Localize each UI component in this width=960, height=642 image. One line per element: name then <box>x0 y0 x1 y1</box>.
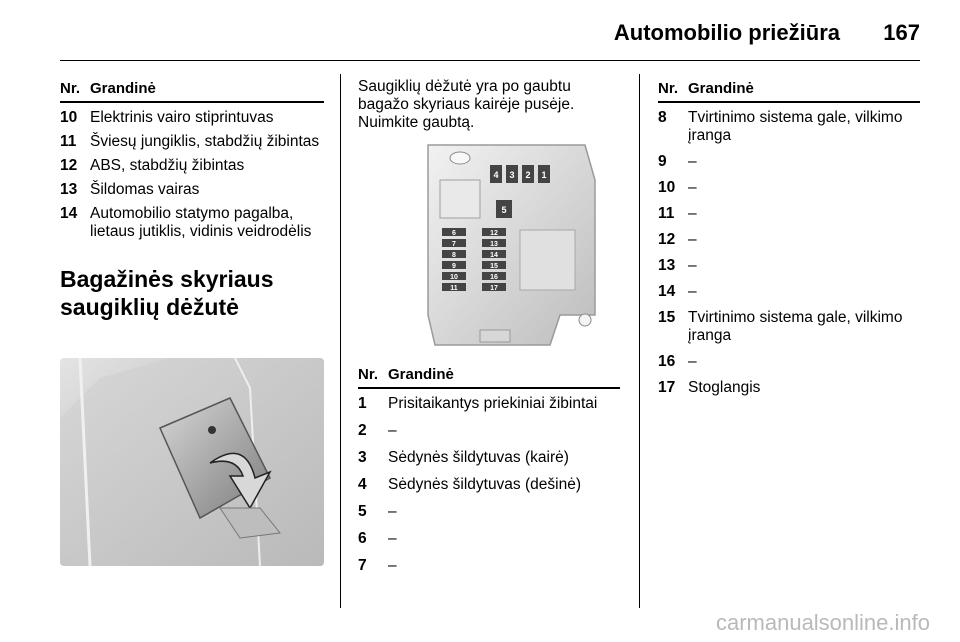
fuse-label: 16 <box>490 274 498 281</box>
page-number: 167 <box>883 20 920 45</box>
table-row <box>658 231 920 249</box>
column-divider-1 <box>340 74 341 608</box>
right-table-header <box>658 80 920 103</box>
table-row <box>658 179 920 197</box>
section-title: Bagažinės skyriaus saugiklių dėžutė <box>60 266 274 320</box>
fuse-label: 15 <box>490 263 498 270</box>
page-header-title: Automobilio priežiūra <box>613 20 840 45</box>
table-row <box>658 309 920 345</box>
header-nr: Nr. <box>358 366 379 383</box>
row-text: – <box>688 283 697 300</box>
table-row <box>358 503 620 521</box>
table-row <box>658 257 920 275</box>
row-text: Prisitaikantys priekiniai žibintai <box>388 395 598 412</box>
row-text: – <box>388 422 397 439</box>
table-row <box>60 181 324 199</box>
table-row <box>658 205 920 223</box>
row-nr: 11 <box>60 133 77 150</box>
row-nr: 5 <box>358 503 367 520</box>
fuse-label: 10 <box>450 274 458 281</box>
column-divider-2 <box>639 74 640 608</box>
row-nr: 7 <box>358 557 367 574</box>
row-text: – <box>688 179 697 196</box>
row-nr: 1 <box>358 395 367 412</box>
row-nr: 12 <box>60 157 78 174</box>
row-text: – <box>688 257 697 274</box>
row-text: – <box>688 205 697 222</box>
header-nr: Nr. <box>60 80 81 97</box>
row-nr: 6 <box>358 530 367 547</box>
trunk-illustration-svg <box>60 358 324 566</box>
row-nr: 17 <box>658 379 676 396</box>
table-row <box>358 476 620 494</box>
row-text: – <box>688 353 697 370</box>
table-row <box>358 449 620 467</box>
row-text: Automobilio statymo pagalba, lietaus jutiklis, vidinis veidrodėlis <box>90 205 312 240</box>
row-nr: 13 <box>60 181 78 198</box>
row-nr: 16 <box>658 353 676 370</box>
intro-paragraph: Saugiklių dėžutė yra po gaubtu bagažo skyriaus kairėje pusėje. Nuimkite gaubtą. <box>358 78 575 131</box>
row-nr: 14 <box>658 283 676 300</box>
table-row <box>358 530 620 548</box>
fuse-label: 9 <box>452 263 456 270</box>
left-table-body <box>60 109 324 241</box>
watermark: carmanualsonline.info <box>715 610 930 635</box>
row-nr: 2 <box>358 422 367 439</box>
row-text: Tvirtinimo sistema gale, vilkimo įranga <box>688 309 903 344</box>
row-text: – <box>388 557 397 574</box>
fuse-label: 2 <box>525 170 531 180</box>
row-nr: 9 <box>658 153 667 170</box>
table-row <box>60 157 324 175</box>
fuse-label: 4 <box>493 170 499 180</box>
fuse-label: 6 <box>452 230 456 237</box>
header-rule <box>60 60 920 61</box>
row-nr: 13 <box>658 257 676 274</box>
row-text: Sėdynės šildytuvas (dešinė) <box>388 476 581 493</box>
row-nr: 10 <box>658 179 676 196</box>
left-table-header <box>60 80 324 103</box>
table-row <box>358 557 620 575</box>
table-row <box>658 353 920 371</box>
row-text: – <box>688 153 697 170</box>
fusebox-svg <box>380 140 620 355</box>
fuse-label: 13 <box>490 241 498 248</box>
middle-table <box>358 366 620 584</box>
table-row <box>60 133 324 151</box>
table-row <box>358 422 620 440</box>
table-row <box>658 283 920 301</box>
row-text: Sėdynės šildytuvas (kairė) <box>388 449 569 466</box>
right-column <box>658 80 920 405</box>
middle-column <box>358 78 620 132</box>
row-nr: 3 <box>358 449 367 466</box>
row-text: ABS, stabdžių žibintas <box>90 157 245 174</box>
fuse-label: 7 <box>452 241 456 248</box>
fuse-label: 12 <box>490 230 498 237</box>
row-text: – <box>388 530 397 547</box>
left-column <box>60 80 324 321</box>
row-nr: 15 <box>658 309 676 326</box>
row-text: – <box>688 231 697 248</box>
header-nr: Nr. <box>658 80 679 97</box>
fuse-label: 14 <box>490 252 498 259</box>
fuse-label: 8 <box>452 252 456 259</box>
fuse-label: 3 <box>509 170 515 180</box>
row-nr: 11 <box>658 205 675 222</box>
header-circuit: Grandinė <box>388 366 454 383</box>
header-circuit: Grandinė <box>688 80 754 97</box>
table-row <box>60 205 324 241</box>
row-nr: 8 <box>658 109 667 126</box>
row-nr: 4 <box>358 476 367 493</box>
table-row <box>658 379 920 397</box>
fuse-label: 1 <box>541 170 547 180</box>
table-row <box>658 153 920 171</box>
fusebox-illustration <box>380 140 620 355</box>
fuse-label: 5 <box>501 205 507 215</box>
row-text: Tvirtinimo sistema gale, vilkimo įranga <box>688 109 903 144</box>
row-text: – <box>388 503 397 520</box>
row-text: Šviesų jungiklis, stabdžių žibintas <box>90 133 320 150</box>
trunk-illustration <box>60 358 324 566</box>
row-text: Elektrinis vairo stiprintuvas <box>90 109 274 126</box>
table-row <box>658 109 920 145</box>
fuse-label: 11 <box>450 285 458 292</box>
row-nr: 14 <box>60 205 78 222</box>
header-circuit: Grandinė <box>90 80 156 97</box>
row-text: Šildomas vairas <box>90 181 200 198</box>
row-nr: 12 <box>658 231 676 248</box>
table-row <box>60 109 324 127</box>
table-row <box>358 395 620 413</box>
fuse-label: 17 <box>490 285 498 292</box>
row-nr: 10 <box>60 109 78 126</box>
middle-table-header <box>358 366 620 389</box>
row-text: Stoglangis <box>688 379 761 396</box>
